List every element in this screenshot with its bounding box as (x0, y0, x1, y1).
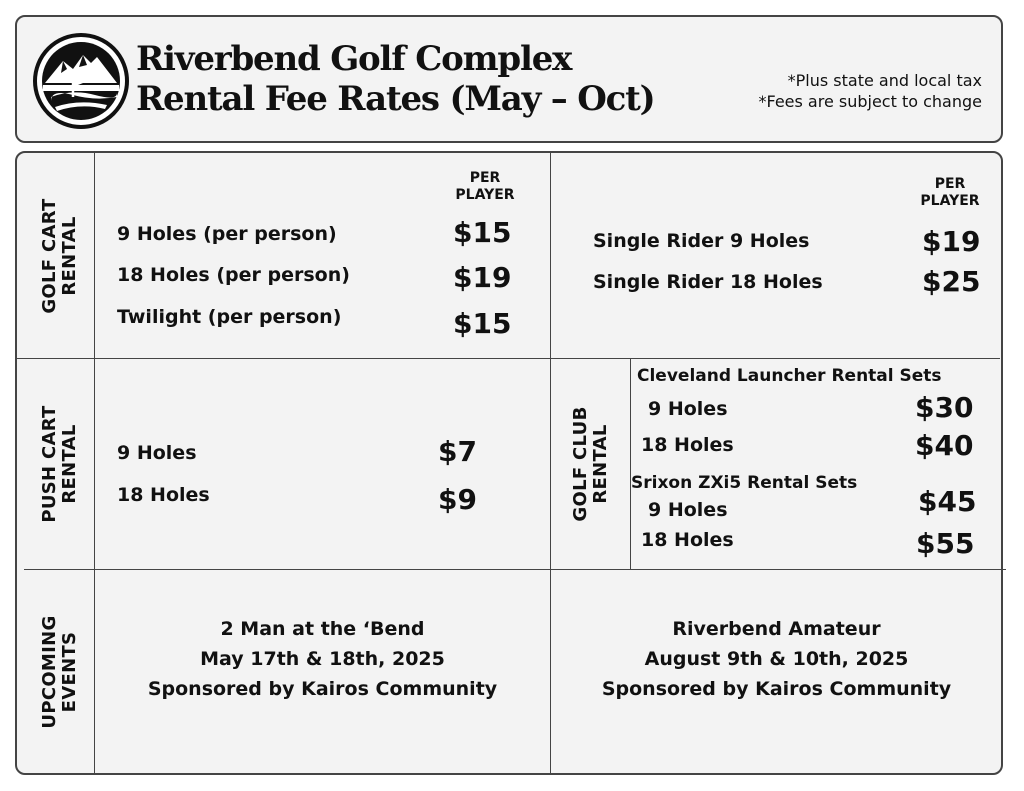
cleveland-18-holes-label: 18 Holes (641, 434, 734, 456)
cleveland-18-holes-price: $40 (915, 429, 974, 462)
event-2 (549, 614, 1004, 704)
page-subtitle: Rental Fee Rates (May – Oct) (136, 79, 655, 119)
event-2-sponsor: Sponsored by Kairos Community (601, 678, 952, 700)
event-2-date: August 9th & 10th, 2025 (644, 648, 909, 670)
golf-cart-twilight-label: Twilight (per person) (117, 306, 342, 328)
srixon-set-name: Srixon ZXi5 Rental Sets (631, 473, 858, 493)
cleveland-9-holes-price: $30 (915, 391, 974, 424)
event-1-date: May 17th & 18th, 2025 (200, 648, 445, 670)
single-rider-9-price: $19 (922, 225, 981, 258)
cleveland-set-name: Cleveland Launcher Rental Sets (637, 366, 942, 386)
golf-cart-9-holes-label: 9 Holes (per person) (117, 223, 337, 245)
golf-cart-9-holes-price: $15 (453, 216, 512, 249)
golf-cart-18-holes-price: $19 (453, 261, 512, 294)
event-1 (95, 614, 550, 704)
row-divider-2 (24, 569, 1006, 570)
single-rider-18-price: $25 (922, 265, 981, 298)
golf-cart-18-holes-label: 18 Holes (per person) (117, 264, 350, 286)
push-cart-18-holes-price: $9 (438, 483, 477, 516)
club-label-divider (630, 359, 631, 570)
event-2-name: Riverbend Amateur (672, 618, 881, 640)
push-cart-9-holes-price: $7 (438, 435, 477, 468)
srixon-18-holes-price: $55 (916, 527, 975, 560)
row-divider-1 (16, 358, 1000, 359)
srixon-9-holes-label: 9 Holes (648, 499, 728, 521)
per-player-header-right: PER PLAYER (920, 176, 980, 209)
single-rider-9-label: Single Rider 9 Holes (593, 230, 810, 252)
push-cart-9-holes-label: 9 Holes (117, 442, 197, 464)
mountain-flag-golf-icon (33, 33, 129, 129)
event-1-sponsor: Sponsored by Kairos Community (147, 678, 498, 700)
per-player-header-left: PER PLAYER (455, 170, 515, 203)
event-1-name: 2 Man at the ‘Bend (220, 618, 425, 640)
fee-change-note: *Fees are subject to change (758, 92, 982, 111)
golf-cart-twilight-price: $15 (453, 307, 512, 340)
tax-note: *Plus state and local tax (787, 71, 982, 90)
page-title: Riverbend Golf Complex (136, 39, 572, 79)
srixon-18-holes-label: 18 Holes (641, 529, 734, 551)
cleveland-9-holes-label: 9 Holes (648, 398, 728, 420)
srixon-9-holes-price: $45 (918, 485, 977, 518)
push-cart-18-holes-label: 18 Holes (117, 484, 210, 506)
single-rider-18-label: Single Rider 18 Holes (593, 271, 823, 293)
